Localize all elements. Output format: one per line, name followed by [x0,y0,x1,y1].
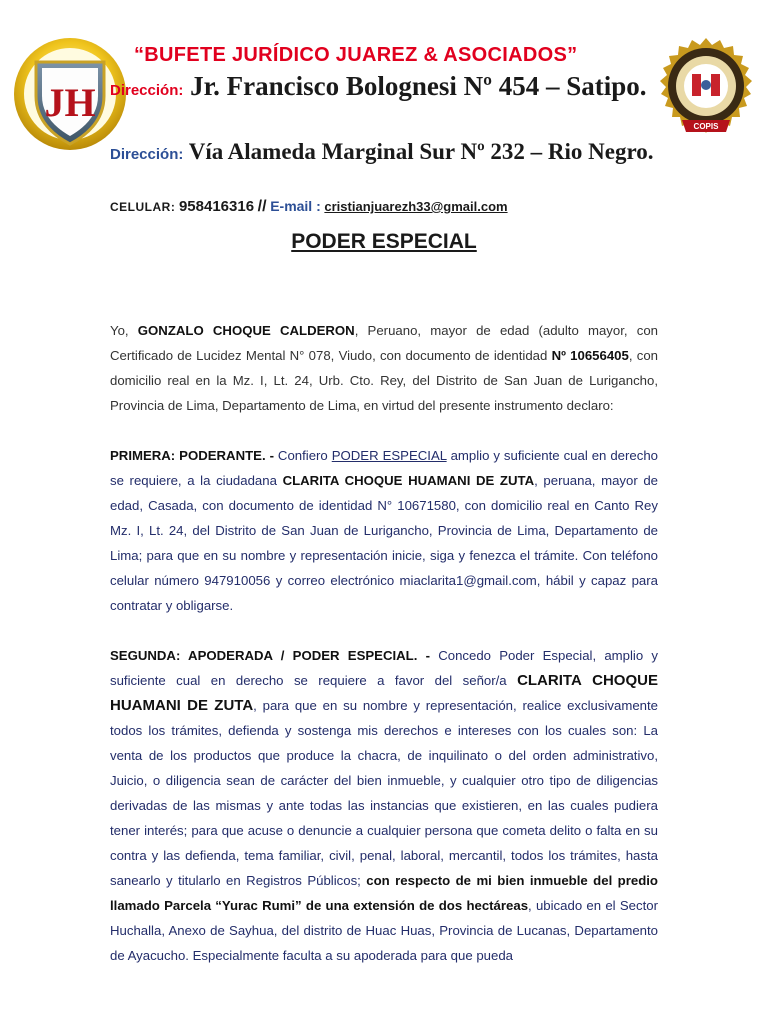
p1-text-3: , con domicilio real en la Mz. I, Lt. 24, Urb. Cto. Rey, del Distrito de San Juan de Lurigancho, Provincia de Lima, Departamento de Lima, en virtud del presente instrumento declaro: [110,348,658,413]
address-line-1 [110,70,670,107]
declarant-name: GONZALO CHOQUE CALDERON [137,323,355,338]
property-description: con respecto de mi bien inmueble del predio llamado Parcela “Yurac Rumi” de una extensión de dos hectáreas [110,873,658,913]
p2-text-1: Confiero [273,448,332,463]
contact-separator: // [257,198,267,215]
paragraph-declarant [110,318,658,418]
address-line-2 [110,138,670,169]
document-title: PODER ESPECIAL [291,230,477,253]
attorney-name: CLARITA CHOQUE HUAMANI DE ZUTA [282,473,535,488]
phone-label: CELULAR: [110,200,176,214]
p3-text-1: Concedo Poder Especial, amplio y suficiente cual en derecho se requiere a favor del señor/a [110,648,659,688]
email-link[interactable]: cristianjuarezh33@gmail.com [324,199,508,214]
primera-heading: PRIMERA: PODERANTE. - [110,448,274,463]
attorney-name-2: CLARITA CHOQUE HUAMANI DE ZUTA [110,672,658,714]
paragraph-segunda [110,643,658,968]
document-body [110,318,658,993]
email-label: E-mail : [270,198,321,214]
p3-text-2: , para que en su nombre y representación, realice exclusivamente todos los trámites, defienda y sostenga mis derechos e intereses con los cuales son: La venta de los productos que produce la chacra, de inquilinato o del orden administrativo, Juicio, o diligencia sean de carácter del bien inmueble, y cualquier otro tipo de diligencias derivadas de las mismas y ante todas las instancias que existieren, en las cuales pudiera tener interés; para que acuse o denuncie a cualquier persona que cometa delito o falta en su contra y las defienda, tema familiar, civil, penal, laboral, mercantil, todos los trámites, hasta sanearlo y titularlo en Registros Públicos; [110,698,658,888]
p1-text-2: , Peruano, mayor de edad (adulto mayor, con Certificado de Lucidez Mental N° 078, Viudo, con documento de identidad [110,323,659,363]
contact-line [110,198,508,216]
address-label: Dirección: [110,82,184,99]
p1-text-1: Yo, [110,323,138,338]
firm-name: “BUFETE JURÍDICO JUAREZ & ASOCIADOS” [134,44,578,66]
svg-text:JH: JH [44,80,96,125]
address-label: Dirección: [110,146,184,163]
address-1-value: Jr. Francisco Bolognesi Nº 454 – Satipo. [190,71,647,101]
svg-text:COPIS: COPIS [693,122,719,131]
segunda-heading: SEGUNDA: APODERADA / PODER ESPECIAL. - [110,648,430,663]
paragraph-primera [110,443,658,618]
p2-text-3: , peruana, mayor de edad, Casada, con documento de identidad N° 10671580, con domicilio real en Canto Rey Mz. I, Lt. 24, del Distrito de San Juan de Lurigancho, Provincia de Lima, Departamento de Lima; para que en su nombre y representación inicie, siga y fenezca el trámite. Con teléfono celular número 947910056 y correo electrónico miaclarita1@gmail.com, hábil y capaz para contratar y obligarse. [110,473,659,613]
p2-text-2: amplio y suficiente cual en derecho se requiere, a la ciudadana [110,448,659,488]
declarant-dni: Nº 10656405 [551,348,629,363]
address-2-value: Vía Alameda Marginal Sur Nº 232 – Rio Negro. [188,139,654,164]
poder-especial-text: PODER ESPECIAL [331,448,447,463]
p3-text-3: , ubicado en el Sector Huchalla, Anexo de Sayhua, del distrito de Huac Huas, Provincia de Lucanas, Departamento de Ayacucho. Especialmente faculta a su apoderada para que pueda [110,898,658,963]
phone-number: 958416316 [178,198,255,215]
